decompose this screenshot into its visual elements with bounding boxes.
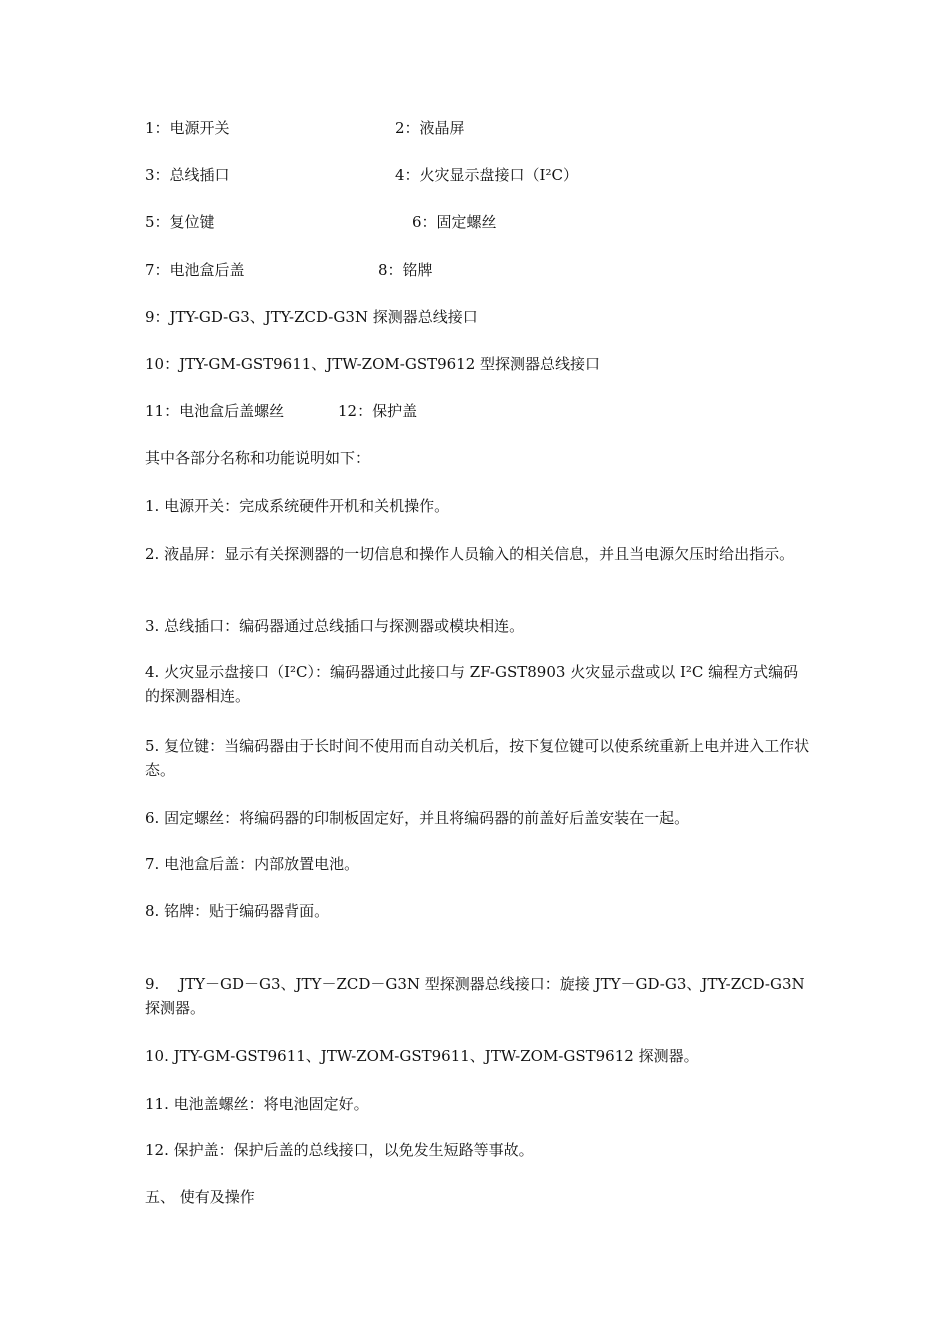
legend-fire-display-port: 4：火灾显示盘接口（I²C） bbox=[395, 166, 578, 184]
item-power-switch: 1. 电源开关：完成系统硬件开机和关机操作。 bbox=[145, 497, 450, 515]
item-bus-socket: 3. 总线插口：编码器通过总线插口与探测器或模块相连。 bbox=[145, 617, 525, 635]
legend-battery-cover-screw: 11：电池盒后盖螺丝 bbox=[145, 402, 285, 420]
item-reset-key: 5. 复位键：当编码器由于长时间不使用而自动关机后，按下复位键可以使系统重新上电并进入工作状态。 bbox=[145, 737, 810, 779]
legend-detector-bus-port-gst: 10：JTY-GM-GST9611、JTW-ZOM-GST9612 型探测器总线接口 bbox=[145, 355, 601, 373]
legend-fixing-screw: 6：固定螺丝 bbox=[412, 213, 497, 231]
legend-detector-bus-port-g3: 9：JTY-GD-G3、JTY-ZCD-G3N 探测器总线接口 bbox=[145, 308, 478, 326]
item-nameplate: 8. 铭牌：贴于编码器背面。 bbox=[145, 902, 330, 920]
legend-power-switch: 1：电源开关 bbox=[145, 119, 230, 137]
section-heading: 五、 使有及操作 bbox=[145, 1188, 255, 1206]
legend-bus-socket: 3：总线插口 bbox=[145, 166, 230, 184]
item-fixing-screw: 6. 固定螺丝：将编码器的印制板固定好，并且将编码器的前盖好后盖安装在一起。 bbox=[145, 809, 690, 827]
item-lcd: 2. 液晶屏：显示有关探测器的一切信息和操作人员输入的相关信息，并且当电源欠压时给出指示。 bbox=[145, 545, 795, 563]
item-detector-bus-port-g3: 9. JTY－GD－G3、JTY－ZCD－G3N 型探测器总线接口：旋接 JTY－GD-G3、JTY-ZCD-G3N 探测器。 bbox=[145, 975, 805, 1017]
legend-nameplate: 8：铭牌 bbox=[378, 261, 433, 279]
item-battery-cover: 7. 电池盒后盖：内部放置电池。 bbox=[145, 855, 360, 873]
intro-text: 其中各部分名称和功能说明如下： bbox=[145, 449, 371, 467]
legend-protective-cover: 12：保护盖 bbox=[338, 402, 418, 420]
item-detector-bus-port-gst: 10. JTY-GM-GST9611、JTW-ZOM-GST9611、JTW-ZOM-GST9612 探测器。 bbox=[145, 1047, 699, 1065]
legend-battery-cover: 7：电池盒后盖 bbox=[145, 261, 245, 279]
item-battery-cover-screw: 11. 电池盖螺丝：将电池固定好。 bbox=[145, 1095, 369, 1113]
legend-reset-key: 5：复位键 bbox=[145, 213, 215, 231]
item-fire-display-port: 4. 火灾显示盘接口（I²C）：编码器通过此接口与 ZF-GST8903 火灾显示盘或以 I²C 编程方式编码的探测器相连。 bbox=[145, 663, 799, 705]
item-protective-cover: 12. 保护盖：保护后盖的总线接口，以免发生短路等事故。 bbox=[145, 1141, 534, 1159]
legend-lcd: 2：液晶屏 bbox=[395, 119, 465, 137]
